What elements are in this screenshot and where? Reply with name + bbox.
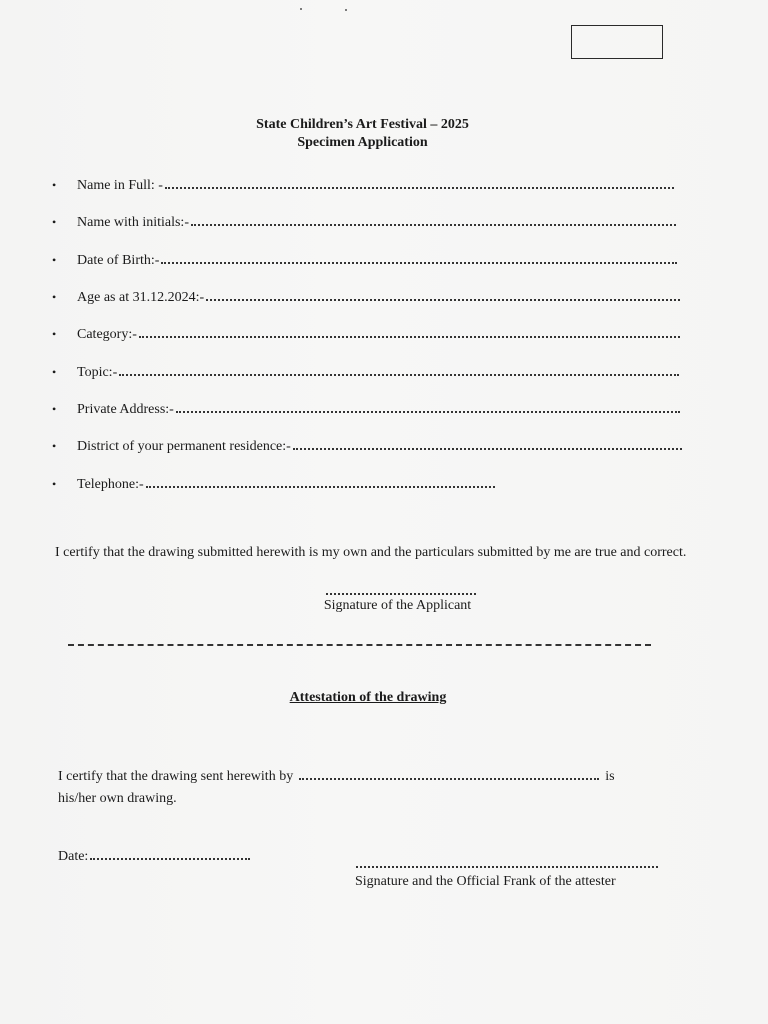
age-field[interactable] <box>206 289 680 301</box>
attestation-title: Attestation of the drawing <box>289 690 447 705</box>
bullet-icon: • <box>52 327 57 341</box>
attestation-line-2: his/her own drawing. <box>58 791 177 806</box>
telephone-field[interactable] <box>146 476 495 488</box>
field-private-address <box>52 401 680 423</box>
applicant-declaration: I certify that the drawing submitted herewith is my own and the particulars submitted by me are true and correct. <box>55 545 687 560</box>
date-of-birth-field[interactable] <box>161 252 677 264</box>
category-field[interactable] <box>139 326 680 338</box>
attestation-text-before: I certify that the drawing sent herewith by <box>58 769 294 784</box>
bullet-icon: • <box>52 178 57 192</box>
bullet-icon: • <box>52 439 57 453</box>
bullet-icon: • <box>52 477 57 491</box>
bullet-icon: • <box>52 290 57 304</box>
paper-speck <box>300 8 302 10</box>
private-address-field[interactable] <box>176 401 680 413</box>
field-district <box>52 438 682 460</box>
field-label: Topic:- <box>77 365 118 380</box>
field-label: Date of Birth:- <box>77 253 160 268</box>
field-label: Telephone:- <box>77 477 144 492</box>
district-field[interactable] <box>293 438 682 450</box>
applicant-signature-label: Signature of the Applicant <box>323 598 472 613</box>
attestation-line-1 <box>58 766 678 788</box>
field-telephone <box>52 476 495 498</box>
topic-field[interactable] <box>119 364 679 376</box>
field-label: Name in Full: - <box>77 178 163 193</box>
field-date-of-birth <box>52 252 677 274</box>
field-category <box>52 326 680 348</box>
field-label: District of your permanent residence:- <box>77 439 291 454</box>
bullet-icon: • <box>52 402 57 416</box>
name-with-initials-field[interactable] <box>191 214 676 226</box>
form-subtitle: Specimen Application <box>297 135 428 150</box>
field-label: Category:- <box>77 327 137 342</box>
field-label: Age as at 31.12.2024:- <box>77 290 205 305</box>
attestation-text-after: is <box>605 769 615 784</box>
bullet-icon: • <box>52 365 57 379</box>
applicant-signature-field[interactable] <box>326 585 476 595</box>
date-field[interactable] <box>90 848 250 860</box>
attestation-date <box>58 848 250 865</box>
name-in-full-field[interactable] <box>165 177 674 189</box>
field-name-in-full <box>52 177 674 199</box>
form-header <box>230 116 495 152</box>
field-label: Private Address:- <box>77 402 174 417</box>
field-age <box>52 289 680 311</box>
bullet-icon: • <box>52 215 57 229</box>
paper-speck <box>345 9 347 11</box>
attestation-statement <box>58 766 678 810</box>
attester-signature-label: Signature and the Official Frank of the attester <box>355 874 616 889</box>
field-name-with-initials <box>52 214 676 236</box>
reference-number-box[interactable] <box>571 25 663 59</box>
bullet-icon: • <box>52 253 57 267</box>
date-label: Date: <box>58 849 89 864</box>
field-label: Name with initials:- <box>77 215 189 230</box>
field-topic <box>52 364 679 386</box>
attester-signature-field[interactable] <box>356 858 658 868</box>
applicant-name-field[interactable] <box>299 768 599 780</box>
form-title: State Children’s Art Festival – 2025 <box>256 117 469 132</box>
section-divider <box>68 644 651 646</box>
